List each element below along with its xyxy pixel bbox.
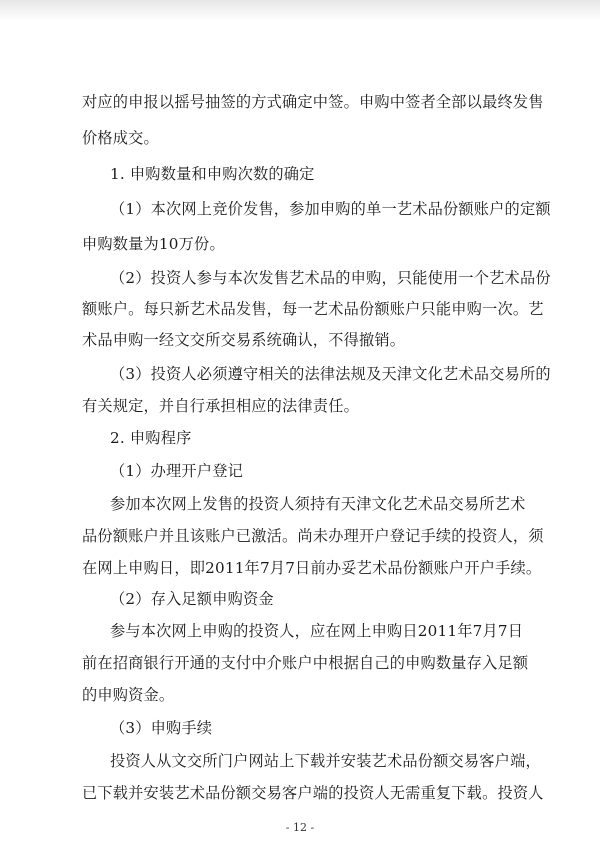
text-line: 在网上申购日，即2011年7月7日前办妥艺术品份额账户开户手续。: [82, 559, 542, 577]
section-heading: 1. 申购数量和申购次数的确定: [110, 165, 315, 183]
subsection-heading: （2）存入足额申购资金: [110, 590, 274, 608]
text-line: 术品申购一经文交所交易系统确认，不得撤销。: [82, 331, 406, 349]
text-line: 的申购资金。: [82, 686, 175, 704]
page-number: - 12 -: [285, 821, 315, 834]
section-heading: 2. 申购程序: [110, 429, 192, 447]
text-line: （2）投资人参与本次发售艺术品的申购，只能使用一个艺术品份: [110, 269, 551, 287]
text-line: 已下载并安装艺术品份额交易客户端的投资人无需重复下载。投资人: [82, 784, 544, 802]
subsection-heading: （3）申购手续: [110, 719, 213, 737]
text-line: 前在招商银行开通的支付中介账户中根据自己的申购数量存入足额: [82, 654, 529, 672]
text-line: 对应的申报以摇号抽签的方式确定中签。申购中签者全部以最终发售: [82, 93, 544, 111]
text-line: 品份额账户并且该账户已激活。尚未办理开户登记手续的投资人，须: [82, 527, 544, 545]
text-line: 参与本次网上申购的投资人，应在网上申购日2011年7月7日: [110, 622, 524, 640]
subsection-heading: （1）办理开户登记: [110, 462, 243, 480]
text-line: （1）本次网上竞价发售，参加申购的单一艺术品份额账户的定额: [110, 200, 551, 218]
text-line: 申购数量为10万份。: [82, 235, 225, 253]
text-line: 有关规定，并自行承担相应的法律责任。: [82, 397, 359, 415]
text-line: 额账户。每只新艺术品发售，每一艺术品份额账户只能申购一次。艺: [82, 300, 544, 318]
text-line: 投资人从文交所门户网站上下载并安装艺术品份额交易客户端，: [110, 752, 541, 770]
text-line: 参加本次网上发售的投资人须持有天津文化艺术品交易所艺术: [110, 495, 526, 513]
text-line: 价格成交。: [82, 129, 159, 147]
text-line: （3）投资人必须遵守相关的法律法规及天津文化艺术品交易所的: [110, 365, 551, 383]
